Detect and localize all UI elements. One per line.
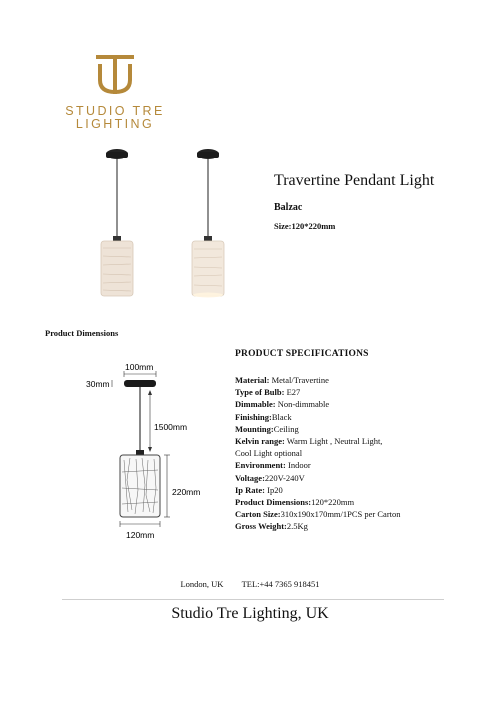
spec-key: Dimmable:: [235, 399, 276, 410]
spec-key: Ip Rate:: [235, 484, 265, 495]
footer-location: London, UK: [180, 579, 224, 589]
spec-row: [235, 447, 465, 459]
product-model: Balzac: [274, 202, 303, 213]
product-size: Size:120*220mm: [274, 221, 336, 231]
spec-key: Gross Weight:: [235, 521, 287, 532]
shade-width-label: 120mm: [126, 530, 155, 540]
spec-row: [235, 459, 465, 471]
spec-key: Mounting:: [235, 423, 274, 434]
spec-key: Material:: [235, 375, 270, 385]
spec-row: [235, 484, 465, 496]
spec-row: [235, 386, 465, 398]
shade-height-label: 220mm: [172, 487, 201, 497]
canopy-height-label: 30mm: [86, 379, 110, 389]
spec-value: 2.5Kg: [286, 521, 308, 532]
spec-row: [235, 398, 465, 410]
spec-row: [235, 508, 465, 520]
spec-value: 220V-240V: [264, 472, 305, 483]
footer-divider: [62, 599, 444, 600]
cord-length-label: 1500mm: [154, 422, 188, 432]
spec-value: Metal/Travertine: [269, 375, 329, 385]
pendant-lamp-image-left: [99, 148, 135, 298]
footer-company-name: Studio Tre Lighting, UK: [171, 605, 329, 622]
spec-row: [235, 374, 465, 386]
dimensions-heading: Product Dimensions: [45, 328, 119, 338]
specs-list: [235, 374, 465, 533]
spec-value: Indoor: [285, 460, 311, 471]
dimension-diagram: [72, 360, 212, 545]
spec-key: Type of Bulb:: [235, 387, 285, 398]
spec-row: [235, 520, 465, 532]
spec-row: [235, 411, 465, 423]
spec-value: Warm Light , Neutral Light,: [284, 436, 383, 447]
spec-row: [235, 472, 465, 484]
spec-key: Finishing:: [235, 411, 272, 422]
spec-value: E27: [284, 387, 301, 398]
brand-name-line1: STUDIO TRE: [65, 104, 165, 118]
pendant-lamp-image-right: [190, 148, 226, 298]
spec-key: Environment:: [235, 460, 286, 471]
spec-row: [235, 496, 465, 508]
brand-name-line2: LIGHTING: [75, 117, 155, 131]
spec-key: Kelvin range:: [235, 436, 285, 447]
spec-value: Non-dimmable: [275, 399, 330, 410]
specs-heading: PRODUCT SPECIFICATIONS: [235, 349, 369, 359]
spec-value: 310x190x170mm/1PCS per Carton: [280, 509, 401, 520]
spec-value: 120*220mm: [311, 497, 355, 508]
spec-value: Ip20: [264, 484, 283, 495]
spec-row: [235, 435, 465, 447]
spec-value: Ceiling: [273, 423, 299, 434]
product-title: Travertine Pendant Light: [274, 172, 435, 189]
spec-value: Black: [271, 411, 292, 422]
footer-contact: [0, 579, 500, 589]
spec-value: Cool Light optional: [235, 448, 303, 459]
canopy-width-label: 100mm: [125, 362, 154, 372]
spec-key: Product Dimensions:: [235, 497, 312, 508]
footer-phone: TEL:+44 7365 918451: [241, 579, 320, 589]
spec-row: [235, 423, 465, 435]
spec-key: Carton Size:: [235, 509, 281, 520]
spec-key: Voltage:: [235, 472, 265, 483]
